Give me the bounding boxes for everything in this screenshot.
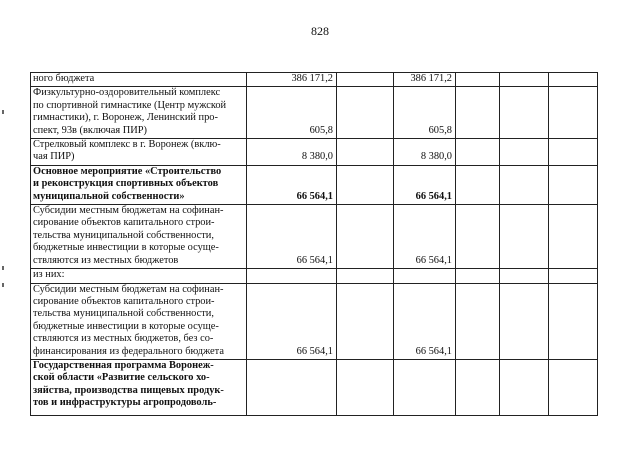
empty-cell bbox=[456, 139, 500, 166]
description-line: бюджетные инвестиции в которые осуще- bbox=[33, 242, 219, 254]
description-line: Стрелковый комплекс в г. Воронеж (вклю- bbox=[33, 139, 221, 151]
description-line: Основное мероприятие «Строительство bbox=[33, 165, 222, 177]
empty-cell bbox=[456, 359, 500, 415]
row-description bbox=[31, 359, 247, 415]
empty-cell bbox=[500, 359, 549, 415]
empty-cell bbox=[500, 269, 549, 283]
value-regional: 605,8 bbox=[394, 87, 456, 139]
row-description bbox=[31, 87, 247, 139]
value-total: 386 171,2 bbox=[247, 73, 337, 87]
description-line: бюджетные инвестиции в которые осуще- bbox=[33, 320, 219, 332]
description-line: сирование объектов капитального строи- bbox=[33, 295, 215, 307]
value-regional bbox=[394, 269, 456, 283]
description-line: тельства муниципальной собственности, bbox=[33, 229, 214, 241]
table-row bbox=[31, 87, 598, 139]
table-row bbox=[31, 359, 598, 415]
empty-cell bbox=[549, 139, 598, 166]
row-description bbox=[31, 73, 247, 87]
description-line: ствляются из местных бюджетов bbox=[33, 254, 179, 266]
empty-cell bbox=[500, 73, 549, 87]
value-total bbox=[247, 269, 337, 283]
empty-cell bbox=[500, 205, 549, 269]
empty-cell bbox=[456, 165, 500, 204]
value-total: 605,8 bbox=[247, 87, 337, 139]
row-description bbox=[31, 269, 247, 283]
row-description bbox=[31, 165, 247, 204]
description-line: Физкультурно-оздоровительный комплекс bbox=[33, 87, 221, 99]
empty-cell bbox=[500, 139, 549, 166]
empty-cell bbox=[337, 269, 394, 283]
empty-cell bbox=[456, 283, 500, 359]
budget-table bbox=[30, 72, 598, 416]
description-line: сирование объектов капитального строи- bbox=[33, 217, 215, 229]
empty-cell bbox=[337, 139, 394, 166]
value-regional: 66 564,1 bbox=[394, 165, 456, 204]
empty-cell bbox=[549, 283, 598, 359]
value-regional: 8 380,0 bbox=[394, 139, 456, 166]
empty-cell bbox=[337, 87, 394, 139]
value-total: 66 564,1 bbox=[247, 165, 337, 204]
empty-cell bbox=[500, 283, 549, 359]
value-total: 66 564,1 bbox=[247, 205, 337, 269]
empty-cell bbox=[549, 87, 598, 139]
table-row bbox=[31, 283, 598, 359]
description-line: ного бюджета bbox=[33, 73, 95, 84]
description-line: тельства муниципальной собственности, bbox=[33, 308, 214, 320]
empty-cell bbox=[500, 165, 549, 204]
empty-cell bbox=[337, 205, 394, 269]
empty-cell bbox=[456, 269, 500, 283]
value-total: 8 380,0 bbox=[247, 139, 337, 166]
value-total: 66 564,1 bbox=[247, 283, 337, 359]
empty-cell bbox=[456, 205, 500, 269]
empty-cell bbox=[337, 73, 394, 87]
description-line: ствляются из местных бюджетов, без со- bbox=[33, 333, 214, 345]
description-line: тов и инфраструктуры агропродоволь- bbox=[33, 397, 217, 409]
empty-cell bbox=[456, 87, 500, 139]
description-line: Государственная программа Воронеж- bbox=[33, 359, 214, 371]
description-line: Субсидии местным бюджетам на софинан- bbox=[33, 205, 224, 217]
description-line: из них: bbox=[33, 269, 65, 281]
empty-cell bbox=[549, 205, 598, 269]
value-regional: 386 171,2 bbox=[394, 73, 456, 87]
value-total bbox=[247, 359, 337, 415]
value-regional bbox=[394, 359, 456, 415]
description-line: чая ПИР) bbox=[33, 151, 75, 163]
description-line: Субсидии местным бюджетам на софинан- bbox=[33, 283, 224, 295]
description-line: по спортивной гимнастике (Центр мужской bbox=[33, 99, 227, 111]
table-row bbox=[31, 139, 598, 166]
description-line: ской области «Развитие сельского хо- bbox=[33, 372, 210, 384]
value-regional: 66 564,1 bbox=[394, 283, 456, 359]
description-line: гимнастики), г. Воронеж, Ленинский про- bbox=[33, 112, 218, 124]
table-row bbox=[31, 269, 598, 283]
description-line: муниципальной собственности» bbox=[33, 190, 185, 202]
scan-edge-mark bbox=[2, 266, 4, 270]
table-row bbox=[31, 205, 598, 269]
empty-cell bbox=[549, 359, 598, 415]
row-description bbox=[31, 205, 247, 269]
empty-cell bbox=[549, 165, 598, 204]
description-line: зяйства, производства пищевых продук- bbox=[33, 384, 224, 396]
scan-edge-mark bbox=[2, 110, 4, 114]
table-row bbox=[31, 73, 598, 87]
table-row bbox=[31, 165, 598, 204]
description-line: и реконструкция спортивных объектов bbox=[33, 178, 219, 190]
description-line: спект, 93в (включая ПИР) bbox=[33, 124, 147, 136]
row-description bbox=[31, 283, 247, 359]
empty-cell bbox=[500, 87, 549, 139]
empty-cell bbox=[337, 359, 394, 415]
row-description bbox=[31, 139, 247, 166]
empty-cell bbox=[337, 283, 394, 359]
scan-edge-mark bbox=[2, 283, 4, 287]
value-regional: 66 564,1 bbox=[394, 205, 456, 269]
page-number: 828 bbox=[311, 24, 329, 38]
empty-cell bbox=[456, 73, 500, 87]
empty-cell bbox=[549, 269, 598, 283]
empty-cell bbox=[549, 73, 598, 87]
empty-cell bbox=[337, 165, 394, 204]
description-line: финансирования из федерального бюджета bbox=[33, 345, 224, 357]
